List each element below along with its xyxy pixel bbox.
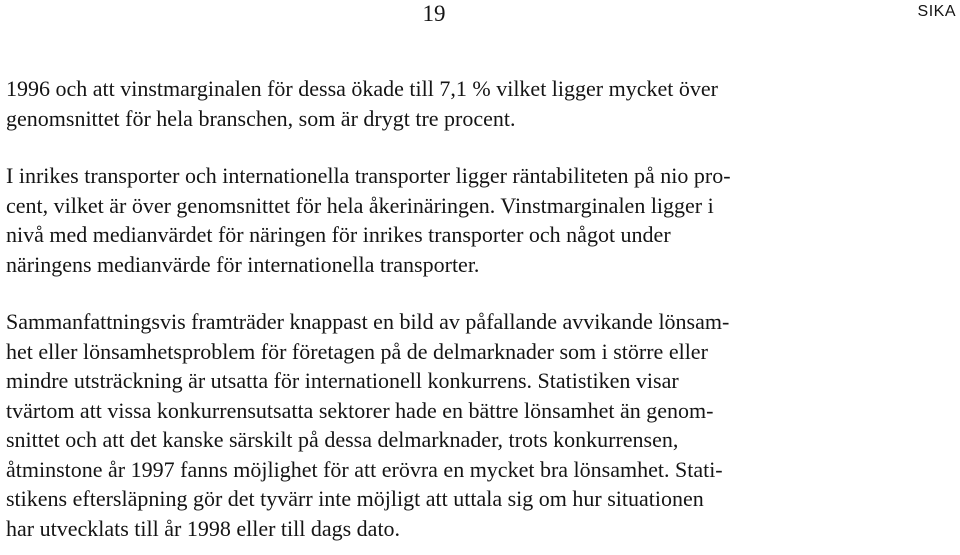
text-line: het eller lönsamhetsproblem för företagen på de delmarknader som i större eller bbox=[6, 338, 708, 364]
paragraph-gap bbox=[6, 279, 956, 307]
text-line: har utvecklats till år 1998 eller till dags dato. bbox=[6, 515, 401, 541]
text-line: näringens medianvärde för internationella transporter. bbox=[6, 251, 480, 277]
text-line: cent, vilket är över genomsnittet för hela åkerinäringen. Vinstmarginalen ligger i bbox=[6, 192, 714, 218]
text-line: 1996 och att vinstmarginalen för dessa ökade till 7,1 % vilket ligger mycket över bbox=[6, 76, 718, 101]
text-line: mindre utsträckning är utsatta för internationell konkurrens. Statistiken visar bbox=[6, 368, 679, 393]
paragraph bbox=[6, 161, 956, 279]
paragraph bbox=[6, 307, 956, 543]
brand-label: SIKA bbox=[917, 3, 956, 20]
text-line: Sammanfattningsvis framträder knappast en bild av påfallande avvikande lönsam- bbox=[6, 309, 730, 334]
page-number: 19 bbox=[422, 1, 446, 26]
body-text bbox=[6, 74, 956, 543]
text-line: nivå med medianvärdet för näringen för inrikes transporter och något under bbox=[6, 222, 671, 247]
paragraph bbox=[6, 74, 956, 133]
text-line: snittet och att det kanske särskilt på dessa delmarknader, trots konkurrensen, bbox=[6, 427, 679, 452]
text-line: tvärtom att vissa konkurrensutsatta sektorer hade en bättre lönsamhet än genom- bbox=[6, 397, 714, 423]
text-line: genomsnittet för hela branschen, som är drygt tre procent. bbox=[6, 105, 516, 131]
text-line: stikens eftersläpning gör det tyvärr inte möjligt att uttala sig om hur situationen bbox=[6, 486, 704, 511]
text-line: åtminstone år 1997 fanns möjlighet för att erövra en mycket bra lönsamhet. Stati- bbox=[6, 456, 723, 482]
paragraph-gap bbox=[6, 133, 956, 161]
text-line: I inrikes transporter och internationella transporter ligger räntabiliteten på nio pro- bbox=[6, 163, 731, 188]
